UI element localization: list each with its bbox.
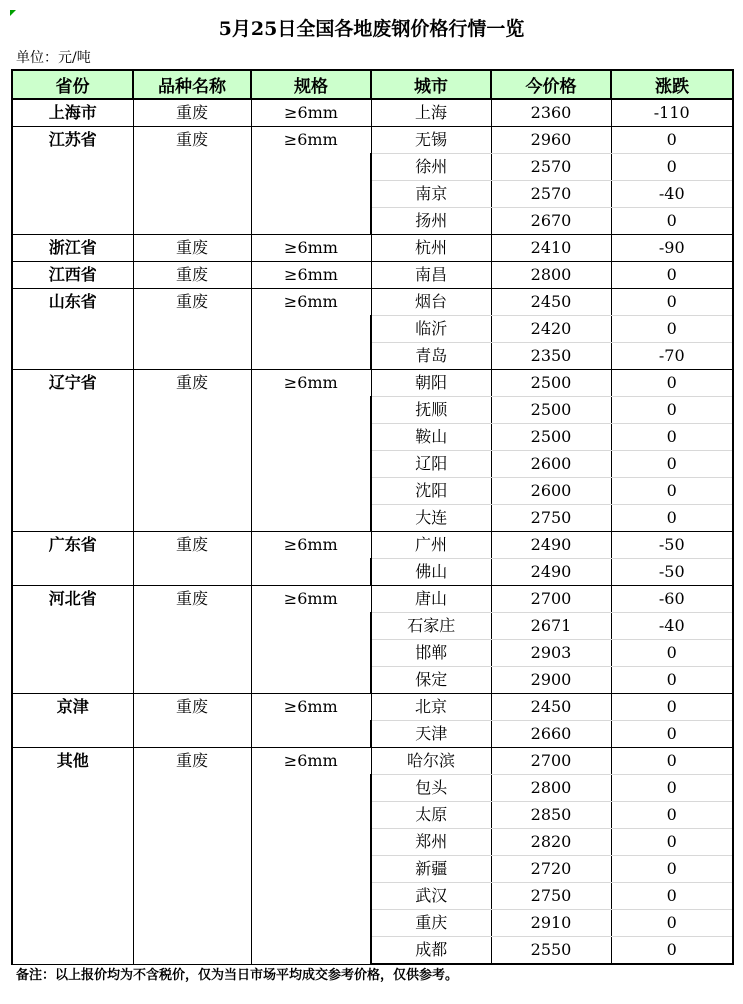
city-cell: 郑州 [371,829,491,856]
price-cell: 2490 [491,559,611,586]
variety-cell: 重废 [133,235,251,262]
price-cell: 2450 [491,694,611,721]
variety-cell: 重废 [133,532,251,586]
province-cell: 其他 [12,748,133,965]
table-row [12,127,733,154]
city-cell: 杭州 [371,235,491,262]
province-cell: 京津 [12,694,133,748]
change-cell: -40 [611,181,733,208]
city-cell: 徐州 [371,154,491,181]
city-cell: 佛山 [371,559,491,586]
variety-cell: 重废 [133,289,251,370]
spec-cell: ≥6mm [251,532,371,586]
change-cell: 0 [611,208,733,235]
change-cell: 0 [611,910,733,937]
city-cell: 朝阳 [371,370,491,397]
change-cell: -50 [611,532,733,559]
price-cell: 2820 [491,829,611,856]
table-row [12,586,733,613]
price-cell: 2720 [491,856,611,883]
price-cell: 2500 [491,397,611,424]
spec-cell: ≥6mm [251,586,371,694]
change-cell: 0 [611,127,733,154]
change-cell: 0 [611,316,733,343]
change-cell: -110 [611,99,733,127]
change-cell: 0 [611,154,733,181]
change-cell: 0 [611,937,733,965]
province-cell: 江西省 [12,262,133,289]
price-cell: 2910 [491,910,611,937]
price-cell: 2450 [491,289,611,316]
table-body [12,99,733,964]
province-cell: 广东省 [12,532,133,586]
table-row [12,99,733,127]
unit-label: 单位：元/吨 [16,50,91,66]
change-cell: 0 [611,505,733,532]
city-cell: 包头 [371,775,491,802]
change-cell: 0 [611,640,733,667]
change-cell: 0 [611,289,733,316]
table-row [12,289,733,316]
price-cell: 2360 [491,99,611,127]
price-cell: 2570 [491,181,611,208]
province-cell: 辽宁省 [12,370,133,532]
city-cell: 新疆 [371,856,491,883]
spec-cell: ≥6mm [251,127,371,235]
header-change: 涨跌 [611,70,733,99]
table-row [12,532,733,559]
price-cell: 2600 [491,478,611,505]
city-cell: 大连 [371,505,491,532]
change-cell: 0 [611,397,733,424]
price-table [11,69,734,965]
change-cell: 0 [611,370,733,397]
change-cell: 0 [611,829,733,856]
city-cell: 南昌 [371,262,491,289]
change-cell: 0 [611,802,733,829]
city-cell: 石家庄 [371,613,491,640]
price-cell: 2700 [491,748,611,775]
spec-cell: ≥6mm [251,370,371,532]
province-cell: 江苏省 [12,127,133,235]
change-cell: 0 [611,478,733,505]
variety-cell: 重废 [133,586,251,694]
price-cell: 2500 [491,370,611,397]
price-cell: 2960 [491,127,611,154]
spec-cell: ≥6mm [251,694,371,748]
city-cell: 武汉 [371,883,491,910]
price-cell: 2700 [491,586,611,613]
variety-cell: 重废 [133,748,251,965]
variety-cell: 重废 [133,127,251,235]
city-cell: 邯郸 [371,640,491,667]
change-cell: -60 [611,586,733,613]
table-row [12,748,733,775]
price-cell: 2500 [491,424,611,451]
variety-cell: 重废 [133,99,251,127]
change-cell: -90 [611,235,733,262]
spec-cell: ≥6mm [251,748,371,965]
city-cell: 无锡 [371,127,491,154]
price-cell: 2750 [491,883,611,910]
city-cell: 北京 [371,694,491,721]
price-cell: 2850 [491,802,611,829]
change-cell: 0 [611,883,733,910]
price-cell: 2800 [491,262,611,289]
city-cell: 沈阳 [371,478,491,505]
header-city: 城市 [371,70,491,99]
province-cell: 浙江省 [12,235,133,262]
city-cell: 太原 [371,802,491,829]
change-cell: 0 [611,775,733,802]
price-cell: 2420 [491,316,611,343]
change-cell: -40 [611,613,733,640]
page-title: 5月25日全国各地废钢价格行情一览 [218,18,525,40]
city-cell: 抚顺 [371,397,491,424]
variety-cell: 重废 [133,262,251,289]
header-variety: 品种名称 [133,70,251,99]
price-cell: 2670 [491,208,611,235]
header-price: 今价格 [491,70,611,99]
city-cell: 广州 [371,532,491,559]
city-cell: 扬州 [371,208,491,235]
table-row [12,262,733,289]
province-cell: 山东省 [12,289,133,370]
city-cell: 天津 [371,721,491,748]
city-cell: 成都 [371,937,491,965]
city-cell: 辽阳 [371,451,491,478]
price-cell: 2600 [491,451,611,478]
city-cell: 保定 [371,667,491,694]
table-header-row [12,70,733,99]
change-cell: -70 [611,343,733,370]
change-cell: 0 [611,721,733,748]
change-cell: 0 [611,667,733,694]
city-cell: 哈尔滨 [371,748,491,775]
price-cell: 2350 [491,343,611,370]
price-cell: 2671 [491,613,611,640]
change-cell: 0 [611,262,733,289]
change-cell: 0 [611,748,733,775]
price-cell: 2660 [491,721,611,748]
city-cell: 唐山 [371,586,491,613]
spec-cell: ≥6mm [251,289,371,370]
change-cell: 0 [611,694,733,721]
spec-cell: ≥6mm [251,262,371,289]
city-cell: 南京 [371,181,491,208]
change-cell: 0 [611,424,733,451]
change-cell: -50 [611,559,733,586]
header-spec: 规格 [251,70,371,99]
province-cell: 河北省 [12,586,133,694]
header-province: 省份 [12,70,133,99]
spec-cell: ≥6mm [251,99,371,127]
price-cell: 2750 [491,505,611,532]
table-row [12,370,733,397]
city-cell: 上海 [371,99,491,127]
city-cell: 鞍山 [371,424,491,451]
variety-cell: 重废 [133,694,251,748]
change-cell: 0 [611,856,733,883]
city-cell: 烟台 [371,289,491,316]
price-cell: 2900 [491,667,611,694]
city-cell: 重庆 [371,910,491,937]
price-cell: 2800 [491,775,611,802]
table-row [12,235,733,262]
variety-cell: 重废 [133,370,251,532]
price-cell: 2550 [491,937,611,965]
city-cell: 青岛 [371,343,491,370]
spec-cell: ≥6mm [251,235,371,262]
price-cell: 2903 [491,640,611,667]
footnote: 备注：以上报价均为不含税价，仅为当日市场平均成交参考价格，仅供参考。 [16,968,459,983]
change-cell: 0 [611,451,733,478]
price-cell: 2410 [491,235,611,262]
table-row [12,694,733,721]
province-cell: 上海市 [12,99,133,127]
price-cell: 2490 [491,532,611,559]
price-cell: 2570 [491,154,611,181]
city-cell: 临沂 [371,316,491,343]
